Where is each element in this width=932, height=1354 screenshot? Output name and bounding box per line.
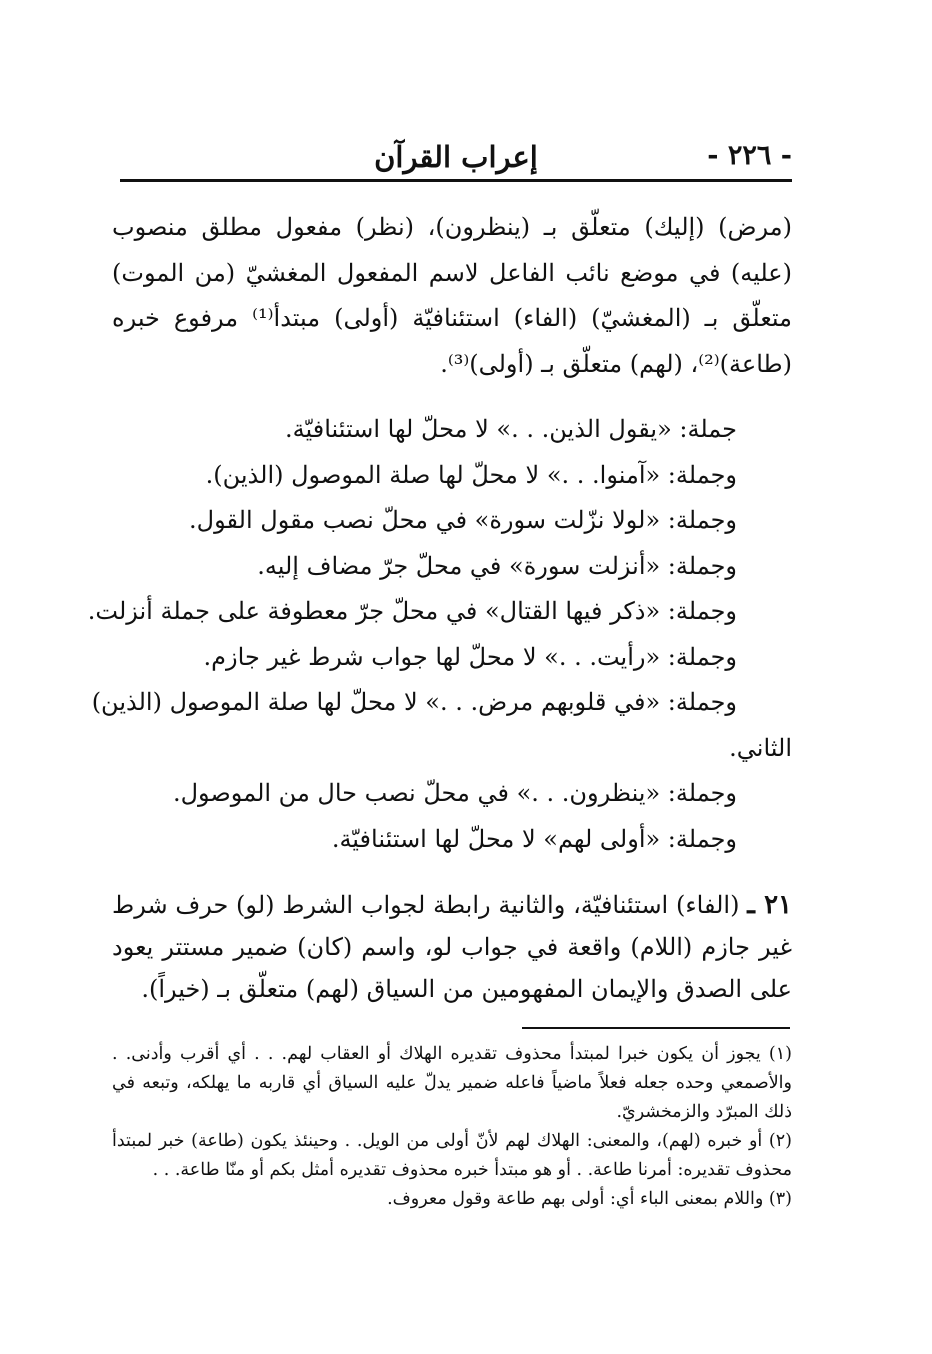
footnote-3: (٣) واللام بمعنى الباء أي: أولى بهم طاعة وقول معروف. (387, 1189, 792, 1209)
page-number: - ٢٢٦ - (707, 140, 792, 171)
footnote-2: (٢) أو خبره (لهم)، والمعنى: الهلاك لهم لأنّ أولى من الويل. . وحينئذ يكون (طاعة) خبر لمبتدأ محذوف تقديره: أمرنا طاعة. . أو هو مبتدأ خبره محذوف تقديره أمثل بكم أو منّا طاعة. . . (112, 1131, 792, 1180)
jumla-line: وجملة: «ذكر فيها القتال» في محلّ جرّ معطوفة على جملة أنزلت. (87, 597, 737, 625)
footnote-1: (١) يجوز أن يكون خبرا لمبتدأ محذوف تقديره الهلاك أو العقاب لهم. . . أي أقرب وأدنى. . والأصمعي وحده جعله فعلاً ماضياً فاعله ضمير يدلّ عليه السياق أي قاربه ما يهلكه، وتبعه في ذلك المبرّد والزمخشريّ. (112, 1044, 792, 1122)
verse-21-text: (الفاء) استئنافيّة، والثانية رابطة لجواب الشرط (لو) حرف شرط غير جازم (اللام) واقعة في جواب لو، واسم (كان) ضمير مستتر يعود على الصدق والإيمان المفهومين من السياق (لهم) متعلّق بـ (خيراً). (112, 891, 792, 1003)
jumla-line: وجملة: «ينظرون. . .» في محلّ نصب حال من الموصول. (172, 779, 737, 807)
jumla-line-long: وجملة: «في قلوبهم مرض. . .» لا محلّ لها صلة الموصول (الذين) (91, 688, 737, 716)
jumla-line: وجملة: «أولى لهم» لا محلّ لها استئنافيّة. (331, 824, 737, 853)
jumla-line: وجملة: «رأيت. . .» لا محلّ لها جواب شرط غير جازم. (203, 642, 737, 671)
footnotes (112, 1040, 792, 1214)
intro-paragraph: (مرض) (إليك) متعلّق بـ (ينظرون)، (نظر) مفعول مطلق منصوب (عليه) في موضع نائب الفاعل لاسم المفعول المغشيّ (من الموت) متعلّق بـ (المغشيّ) (الفاء) استئنافيّة (أولى) مبتدأ⁽¹⁾ مرفوع خبره (طاعة)⁽²⁾، (لهم) متعلّق بـ (أولى)⁽³⁾. (112, 213, 792, 378)
jumla-line: جملة: «يقول الذين. . .» لا محلّ لها استئنافيّة. (284, 415, 737, 443)
jumal-list (87, 407, 792, 862)
header-rule (120, 179, 792, 182)
jumla-line: وجملة: «لولا نزّلت سورة» في محلّ نصب مقول القول. (189, 506, 737, 534)
verse-number: ٢١ ـ (747, 890, 792, 920)
jumla-line: وجملة: «آمنوا. . .» لا محلّ لها صلة الموصول (الذين). (205, 460, 737, 489)
book-title: إعراب القرآن (374, 140, 538, 174)
jumla-line-continuation: الثاني. (729, 733, 792, 762)
page-header (120, 140, 792, 180)
jumla-line: وجملة: «أنزلت سورة» في محلّ جرّ مضاف إليه. (257, 551, 737, 580)
verse-21-paragraph (112, 884, 792, 1010)
footnote-rule (522, 1027, 790, 1029)
main-text (87, 205, 792, 1034)
